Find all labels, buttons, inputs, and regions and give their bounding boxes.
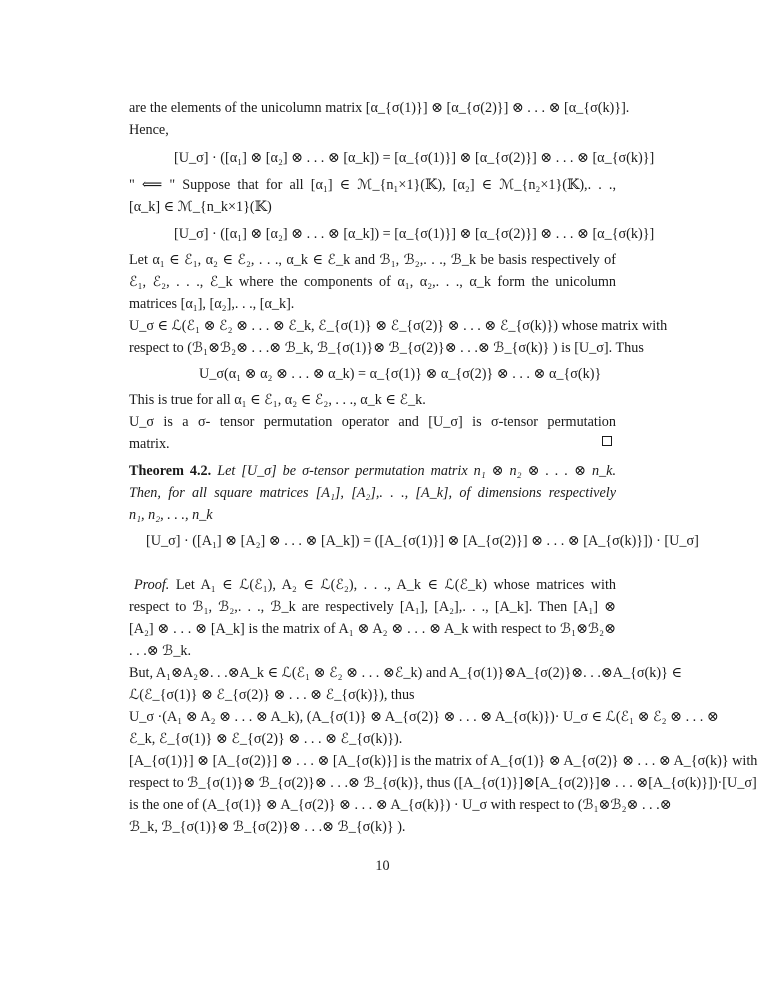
proof-line: is the one of (A_{σ(1)} ⊗ A_{σ(2)} ⊗ . . . ⊗ A_{σ(k)}) · U_σ with respect to (ℬ₁⊗ℬ₂⊗ . . .⊗ bbox=[129, 797, 672, 813]
proof-line: ℬ_k, ℬ_{σ(1)}⊗ ℬ_{σ(2)}⊗ . . .⊗ ℬ_{σ(k)} ). bbox=[129, 819, 406, 835]
text-line: This is true for all α₁ ∈ ℰ₁, α₂ ∈ ℰ₂, . . ., α_k ∈ ℰ_k. bbox=[129, 392, 426, 408]
text-line: " ⟸ " Suppose that for all [α₁] ∈ ℳ_{n₁×1}(𝕂), [α₂] ∈ ℳ_{n₂×1}(𝕂),. . ., bbox=[129, 177, 616, 193]
equation: [U_σ] · ([α₁] ⊗ [α₂] ⊗ . . . ⊗ [α_k]) = [α_{σ(1)}] ⊗ [α_{σ(2)}] ⊗ . . . ⊗ [α_{σ(k)}] bbox=[174, 150, 655, 166]
theorem-label: Theorem 4.2. bbox=[129, 463, 212, 479]
proof-line: U_σ ·(A₁ ⊗ A₂ ⊗ . . . ⊗ A_k), (A_{σ(1)} ⊗ A_{σ(2)} ⊗ . . . ⊗ A_{σ(k)})· U_σ ∈ ℒ(ℰ₁ ⊗ ℰ₂ ⊗ . . . ⊗ bbox=[129, 709, 719, 725]
page-number: 10 bbox=[375, 858, 390, 874]
equation: [U_σ] · ([α₁] ⊗ [α₂] ⊗ . . . ⊗ [α_k]) = [α_{σ(1)}] ⊗ [α_{σ(2)}] ⊗ . . . ⊗ [α_{σ(k)}] bbox=[174, 226, 655, 242]
text-line: Hence, bbox=[129, 122, 169, 138]
proof-line: But, A₁⊗A₂⊗. . .⊗A_k ∈ ℒ(ℰ₁ ⊗ ℰ₂ ⊗ . . . ⊗ℰ_k) and A_{σ(1)}⊗A_{σ(2)}⊗. . .⊗A_{σ(k)} ∈ bbox=[129, 665, 682, 681]
theorem-line bbox=[129, 460, 616, 482]
text-line: are the elements of the unicolumn matrix [α_{σ(1)}] ⊗ [α_{σ(2)}] ⊗ . . . ⊗ [α_{σ(k)}]. bbox=[129, 100, 630, 116]
proof-line: [A_{σ(1)}] ⊗ [A_{σ(2)}] ⊗ . . . ⊗ [A_{σ(k)}] is the matrix of A_{σ(1)} ⊗ A_{σ(2)} ⊗ . . . ⊗ A_{σ(k)} with bbox=[129, 753, 758, 769]
proof-text: Let A₁ ∈ ℒ(ℰ₁), A₂ ∈ ℒ(ℰ₂), . . ., A_k ∈ ℒ(ℰ_k) whose matrices with bbox=[175, 577, 617, 593]
qed-square-icon bbox=[602, 436, 612, 446]
proof-label: Proof. bbox=[134, 577, 170, 593]
equation: U_σ(α₁ ⊗ α₂ ⊗ . . . ⊗ α_k) = α_{σ(1)} ⊗ α_{σ(2)} ⊗ . . . ⊗ α_{σ(k)} bbox=[199, 366, 602, 382]
theorem-line: n₁, n₂, . . ., n_k bbox=[129, 507, 213, 523]
text-line: [α_k] ∈ ℳ_{n_k×1}(𝕂) bbox=[129, 199, 272, 215]
proof-line: respect to ℬ₁, ℬ₂,. . ., ℬ_k are respectively [A₁], [A₂],. . ., [A_k]. Then [A₁] ⊗ bbox=[129, 599, 616, 615]
proof-line bbox=[134, 574, 616, 596]
proof-line: ℒ(ℰ_{σ(1)} ⊗ ℰ_{σ(2)} ⊗ . . . ⊗ ℰ_{σ(k)}), thus bbox=[129, 687, 415, 703]
text-line: matrix. bbox=[129, 436, 170, 452]
text-line: Let α₁ ∈ ℰ₁, α₂ ∈ ℰ₂, . . ., α_k ∈ ℰ_k and ℬ₁, ℬ₂,. . ., ℬ_k be basis respectively of bbox=[129, 252, 616, 268]
theorem-text: Let [U_σ] be σ-tensor permutation matrix n₁ ⊗ n₂ ⊗ . . . ⊗ n_k. bbox=[217, 463, 616, 479]
proof-line: ℰ_k, ℰ_{σ(1)} ⊗ ℰ_{σ(2)} ⊗ . . . ⊗ ℰ_{σ(k)}). bbox=[129, 731, 403, 747]
proof-line: respect to ℬ_{σ(1)}⊗ ℬ_{σ(2)}⊗ . . .⊗ ℬ_{σ(k)}, thus ([A_{σ(1)}]⊗[A_{σ(2)}]⊗ . . . ⊗[A_{σ(k)}])·[U_σ] bbox=[129, 775, 757, 791]
equation: [U_σ] · ([A₁] ⊗ [A₂] ⊗ . . . ⊗ [A_k]) = ([A_{σ(1)}] ⊗ [A_{σ(2)}] ⊗ . . . ⊗ [A_{σ(k)}]) · [U_σ] bbox=[146, 533, 699, 549]
text-line: matrices [α₁], [α₂],. . ., [α_k]. bbox=[129, 296, 295, 312]
text-line: U_σ is a σ- tensor permutation operator and [U_σ] is σ-tensor permutation bbox=[129, 414, 616, 430]
text-line: U_σ ∈ ℒ(ℰ₁ ⊗ ℰ₂ ⊗ . . . ⊗ ℰ_k, ℰ_{σ(1)} ⊗ ℰ_{σ(2)} ⊗ . . . ⊗ ℰ_{σ(k)}) whose matrix with bbox=[129, 318, 668, 334]
theorem-line: Then, for all square matrices [A₁], [A₂],. . ., [A_k], of dimensions respectively bbox=[129, 485, 616, 501]
proof-line: . . .⊗ ℬ_k. bbox=[129, 643, 192, 659]
text-line: respect to (ℬ₁⊗ℬ₂⊗ . . .⊗ ℬ_k, ℬ_{σ(1)}⊗ ℬ_{σ(2)}⊗ . . .⊗ ℬ_{σ(k)} ) is [U_σ]. Thus bbox=[129, 340, 644, 356]
proof-line: [A₂] ⊗ . . . ⊗ [A_k] is the matrix of A₁ ⊗ A₂ ⊗ . . . ⊗ A_k with respect to ℬ₁⊗ℬ₂⊗ bbox=[129, 621, 616, 637]
text-line: ℰ₁, ℰ₂, . . ., ℰ_k where the components of α₁, α₂,. . ., α_k form the unicolumn bbox=[129, 274, 616, 290]
